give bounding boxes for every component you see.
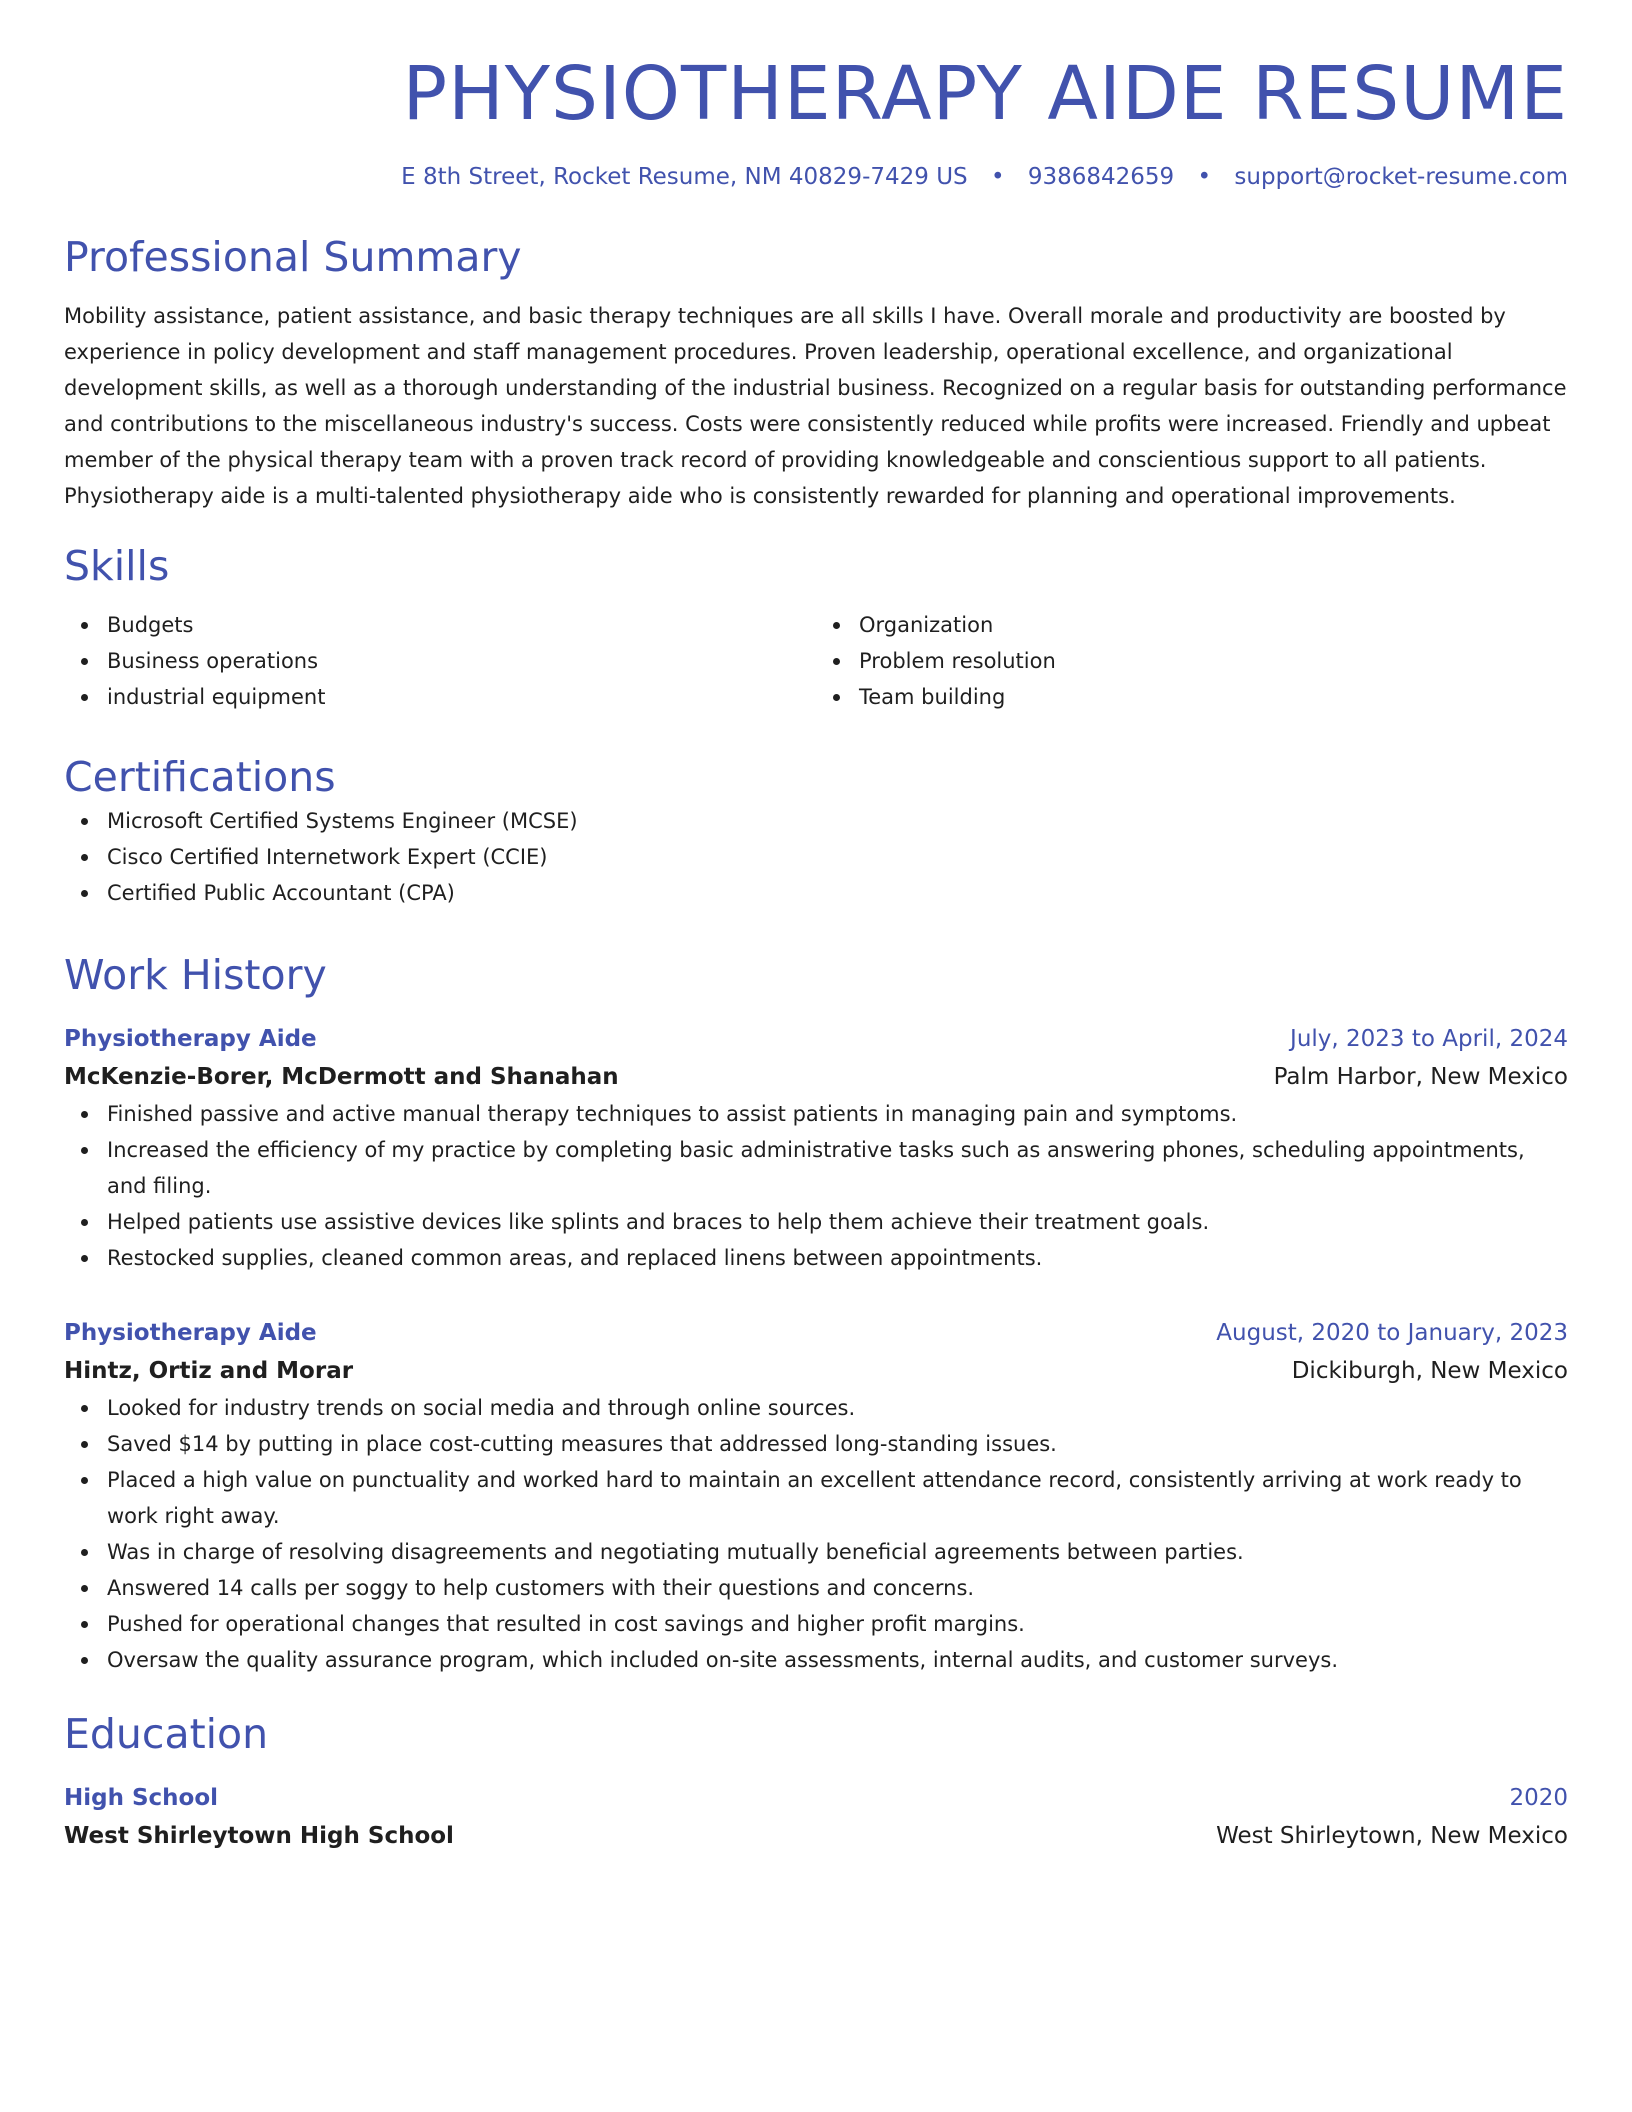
- education-school-row: [64, 1817, 1568, 1855]
- summary-text: Mobility assistance, patient assistance, and basic therapy techniques are all skills I have. Overall morale and productivity are boosted by experience in policy development and staff management procedures. Proven leadership, operational excellence, and organizational development skills, as well as a thorough understanding of the industrial business. Recognized on a regular basis for outstanding performance and contributions to the miscellaneous industry's success. Costs were consistently reduced while profits were increased. Friendly and upbeat member of the physical therapy team with a proven track record of providing knowledgeable and conscientious support to all patients. Physiotherapy aide is a multi-talented physiotherapy aide who is consistently rewarded for planning and operational improvements.: [64, 304, 1567, 509]
- education-entry: [64, 1779, 1568, 1855]
- job-bullet: Pushed for operational changes that resulted in cost savings and higher profit margins.: [107, 1606, 1568, 1642]
- job-role: Physiotherapy Aide: [64, 1319, 317, 1346]
- contact-email: support@rocket-resume.com: [1234, 163, 1568, 190]
- resume-header: [64, 50, 1568, 193]
- job-bullets: [64, 1096, 1568, 1276]
- section-heading-summary: Professional Summary: [64, 232, 522, 281]
- job-entry: [64, 1020, 1568, 1276]
- job-bullet: Looked for industry trends on social media and through online sources.: [107, 1390, 1568, 1426]
- skill-item: Problem resolution: [859, 643, 1568, 679]
- certifications-section: [64, 753, 1568, 910]
- education-degree: High School: [64, 1784, 219, 1811]
- job-role: Physiotherapy Aide: [64, 1025, 317, 1052]
- job-header-row: [64, 1314, 1568, 1352]
- education-section: [64, 1710, 1568, 1855]
- job-dates: July, 2023 to April, 2024: [1290, 1025, 1568, 1052]
- job-dates: August, 2020 to January, 2023: [1216, 1319, 1568, 1346]
- job-bullet: Increased the efficiency of my practice by completing basic administrative tasks such as answering phones, scheduling appointments, and filing.: [107, 1132, 1568, 1204]
- section-heading-work-history: Work History: [64, 950, 327, 999]
- contact-address: E 8th Street, Rocket Resume, NM 40829-7429 US: [401, 163, 968, 190]
- job-bullet: Helped patients use assistive devices like splints and braces to help them achieve their treatment goals.: [107, 1204, 1568, 1240]
- job-company-row: [64, 1352, 1568, 1390]
- job-location: Dickiburgh, New Mexico: [1291, 1357, 1568, 1384]
- job-bullet: Answered 14 calls per soggy to help customers with their questions and concerns.: [107, 1570, 1568, 1606]
- summary-section: [64, 233, 1568, 514]
- certification-item: Microsoft Certified Systems Engineer (MCSE): [107, 803, 1568, 839]
- contact-separator: •: [1197, 163, 1212, 190]
- skill-item: Budgets: [107, 607, 816, 643]
- job-entry: [64, 1314, 1568, 1678]
- resume-title: PHYSIOTHERAPY AIDE RESUME: [402, 51, 1568, 137]
- job-location: Palm Harbor, New Mexico: [1273, 1063, 1568, 1090]
- section-heading-certifications: Certifications: [64, 753, 336, 802]
- contact-line: [64, 161, 1568, 193]
- skill-item: Organization: [859, 607, 1568, 643]
- skill-item: Team building: [859, 679, 1568, 715]
- skills-list-left: [64, 607, 816, 715]
- job-bullet: Finished passive and active manual therapy techniques to assist patients in managing pain and symptoms.: [107, 1096, 1568, 1132]
- job-company: Hintz, Ortiz and Morar: [64, 1357, 354, 1384]
- skills-list-right: [816, 607, 1568, 715]
- education-location: West Shirleytown, New Mexico: [1216, 1822, 1568, 1849]
- section-heading-education: Education: [64, 1709, 269, 1758]
- certification-item: Certified Public Accountant (CPA): [107, 875, 1568, 911]
- job-bullet: Oversaw the quality assurance program, which included on-site assessments, internal audits, and customer surveys.: [107, 1642, 1568, 1678]
- job-bullet: Was in charge of resolving disagreements and negotiating mutually beneficial agreements between parties.: [107, 1534, 1568, 1570]
- skills-section: [64, 542, 1568, 715]
- job-bullet: Placed a high value on punctuality and worked hard to maintain an excellent attendance record, consistently arriving at work ready to work right away.: [107, 1462, 1568, 1534]
- skill-item: industrial equipment: [107, 679, 816, 715]
- job-header-row: [64, 1020, 1568, 1058]
- education-header-row: [64, 1779, 1568, 1817]
- contact-separator: •: [990, 163, 1005, 190]
- contact-phone: 9386842659: [1027, 163, 1175, 190]
- job-bullet: Saved $14 by putting in place cost-cutting measures that addressed long-standing issues.: [107, 1426, 1568, 1462]
- job-bullets: [64, 1390, 1568, 1678]
- certification-item: Cisco Certified Internetwork Expert (CCIE): [107, 839, 1568, 875]
- job-bullet: Restocked supplies, cleaned common areas, and replaced linens between appointments.: [107, 1240, 1568, 1276]
- job-company-row: [64, 1058, 1568, 1096]
- education-school: West Shirleytown High School: [64, 1822, 454, 1849]
- job-company: McKenzie-Borer, McDermott and Shanahan: [64, 1063, 619, 1090]
- education-year: 2020: [1509, 1784, 1568, 1811]
- certifications-list: [64, 803, 1568, 911]
- skills-grid: [64, 607, 1568, 715]
- section-heading-skills: Skills: [64, 542, 170, 591]
- skill-item: Business operations: [107, 643, 816, 679]
- work-history-section: [64, 951, 1568, 1678]
